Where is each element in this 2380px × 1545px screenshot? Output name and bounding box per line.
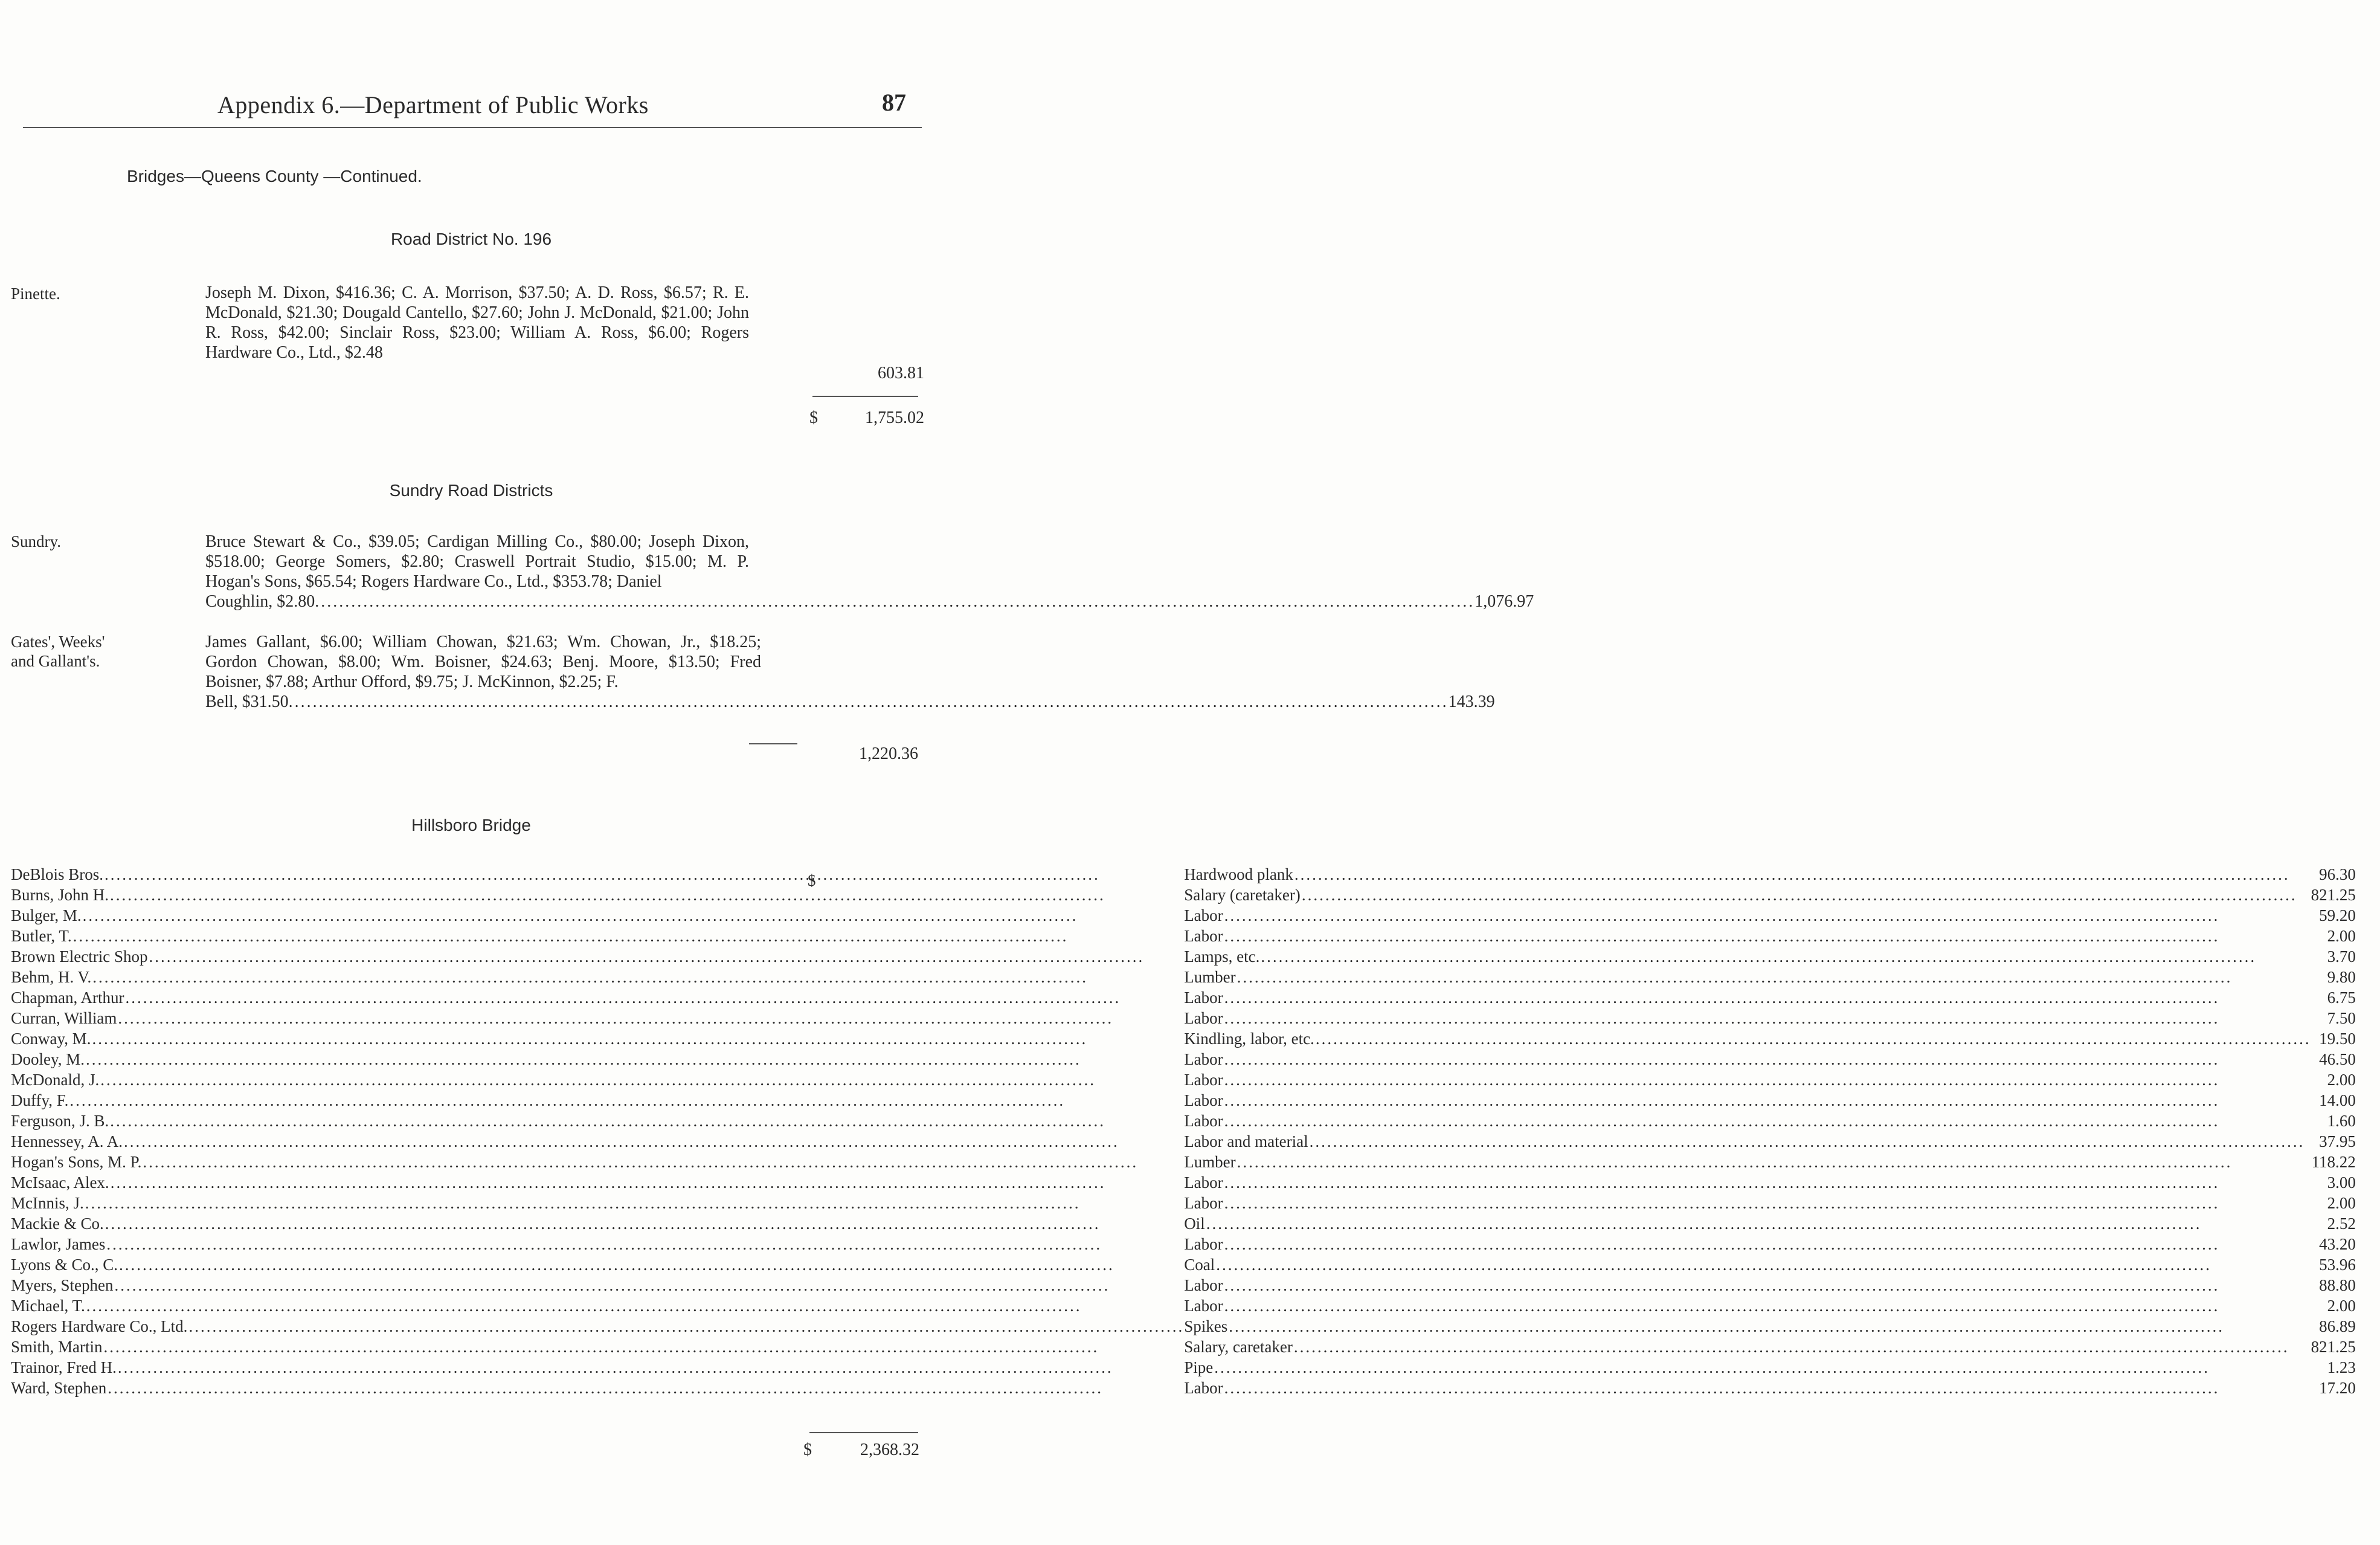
- total-dollar-sign: $: [803, 1440, 812, 1459]
- table-row: [11, 1090, 2380, 1111]
- table-row: [11, 1213, 2380, 1234]
- payee-name: Conway, M.: [11, 1030, 91, 1048]
- table-row: [11, 1337, 2380, 1357]
- item-amount: 2.00: [2327, 927, 2356, 945]
- item-amount: 7.50: [2327, 1009, 2356, 1027]
- payee-name: Burns, John H.: [11, 886, 109, 904]
- item-description: Lamps, etc.: [1184, 947, 1260, 966]
- item-description: Labor: [1184, 927, 1223, 945]
- item-amount: 19.50: [2319, 1030, 2356, 1048]
- table-row: [11, 987, 2380, 1008]
- item-amount: 43.20: [2319, 1235, 2356, 1253]
- table-row: [11, 1316, 2380, 1337]
- payee-name: Rogers Hardware Co., Ltd.: [11, 1317, 188, 1335]
- item-amount: 6.75: [2327, 989, 2356, 1007]
- item-description: Labor: [1184, 1173, 1223, 1192]
- table-row: [11, 1295, 2380, 1316]
- item-description: Labor: [1184, 1297, 1223, 1315]
- sum-rule: [749, 743, 797, 744]
- table-row: [11, 926, 2380, 946]
- item-amount: 2.52: [2327, 1214, 2356, 1233]
- payee-name: Trainor, Fred H.: [11, 1358, 117, 1376]
- payee-name: Lawlor, James: [11, 1235, 106, 1253]
- sundry-amount: 1,076.97: [1475, 592, 1534, 611]
- item-description: Spikes: [1184, 1317, 1228, 1335]
- payee-name: Bulger, M.: [11, 906, 82, 924]
- table-row: [11, 1378, 2380, 1398]
- payee-name: Lyons & Co., C.: [11, 1256, 118, 1274]
- item-amount: 37.95: [2319, 1132, 2356, 1150]
- item-amount: 88.80: [2319, 1276, 2356, 1294]
- item-description: Oil: [1184, 1214, 1205, 1233]
- item-description: Labor: [1184, 1112, 1223, 1130]
- margin-note-sundry: Sundry.: [11, 532, 62, 550]
- road-district-196-title: Road District No. 196: [390, 230, 552, 248]
- item-description: Salary (caretaker): [1184, 886, 1301, 904]
- item-description: Labor: [1184, 1009, 1223, 1027]
- payee-name: Smith, Martin: [11, 1338, 103, 1356]
- payee-name: Behm, H. V.: [11, 968, 92, 986]
- road-district-196-amount: 603.81: [878, 364, 924, 382]
- item-description: Lumber: [1184, 968, 1236, 986]
- item-description: Kindling, labor, etc.: [1184, 1030, 1314, 1048]
- margin-note-pinette: Pinette.: [11, 285, 60, 303]
- item-amount: 3.00: [2327, 1173, 2356, 1192]
- item-description: Labor: [1184, 1276, 1223, 1294]
- payee-name: Curran, William: [11, 1009, 117, 1027]
- table-row: [11, 967, 2380, 987]
- sundry-total: 1,220.36: [859, 744, 918, 763]
- payee-name: Ward, Stephen: [11, 1379, 107, 1397]
- table-row: [11, 1131, 2380, 1152]
- table-row: [11, 1172, 2380, 1193]
- payee-name: McDonald, J.: [11, 1071, 100, 1089]
- item-description: Coal: [1184, 1256, 1215, 1274]
- hillsboro-bridge-title: Hillsboro Bridge: [411, 816, 531, 834]
- item-description: Labor: [1184, 1071, 1223, 1089]
- table-row: [11, 1254, 2380, 1275]
- table-row: [11, 1008, 2380, 1028]
- item-amount: 118.22: [2311, 1153, 2356, 1171]
- item-description: Labor: [1184, 1379, 1223, 1397]
- item-description: Labor: [1184, 1091, 1223, 1109]
- item-description: Hardwood plank: [1184, 865, 1293, 883]
- table-row: [11, 1275, 2380, 1295]
- payee-name: McIsaac, Alex.: [11, 1173, 109, 1192]
- item-description: Labor: [1184, 1194, 1223, 1212]
- column-dollar-sign: $: [808, 871, 816, 889]
- table-row: [11, 1357, 2380, 1378]
- item-amount: 2.00: [2327, 1297, 2356, 1315]
- item-amount: 2.00: [2327, 1071, 2356, 1089]
- road-district-196-total: 1,755.02: [865, 408, 924, 427]
- payee-name: Michael, T.: [11, 1297, 85, 1315]
- table-row: [11, 864, 2380, 885]
- hillsboro-bridge-total: 2,368.32: [860, 1440, 919, 1459]
- table-row: [11, 905, 2380, 926]
- margin-note-gates: Gates', Weeks' and Gallant's.: [11, 633, 105, 670]
- item-description: Labor: [1184, 1050, 1223, 1068]
- payee-name: DeBlois Bros.: [11, 865, 104, 883]
- table-row: [11, 1028, 2380, 1049]
- table-row: [11, 1193, 2380, 1213]
- payee-name: Ferguson, J. B.: [11, 1112, 109, 1130]
- sundry-road-districts-title: Sundry Road Districts: [389, 481, 553, 500]
- section-subheading: Bridges—Queens County —Continued.: [127, 167, 422, 185]
- item-amount: 2.00: [2327, 1194, 2356, 1212]
- item-amount: 821.25: [2311, 1338, 2356, 1356]
- table-row: [11, 885, 2380, 905]
- item-amount: 3.70: [2327, 947, 2356, 966]
- item-amount: 59.20: [2319, 906, 2356, 924]
- payee-name: Dooley, M.: [11, 1050, 85, 1068]
- item-amount: 14.00: [2319, 1091, 2356, 1109]
- sum-rule: [812, 396, 918, 397]
- payee-name: Mackie & Co.: [11, 1214, 104, 1233]
- item-amount: 17.20: [2319, 1379, 2356, 1397]
- item-amount: 46.50: [2319, 1050, 2356, 1068]
- table-row: [11, 946, 2380, 967]
- payee-name: Duffy, F.: [11, 1091, 69, 1109]
- page-number: 87: [882, 89, 906, 116]
- payee-name: Hennessey, A. A.: [11, 1132, 123, 1150]
- total-dollar-sign: $: [809, 408, 818, 427]
- item-amount: 86.89: [2319, 1317, 2356, 1335]
- gates-weeks-gallants-text: James Gallant, $6.00; William Chowan, $21.63; Wm. Chowan, Jr., $18.25; Gordon Chowan, $8.00; Wm. Boisner, $24.63; Benj. Moore, $13.50; Fred Boisner, $7.88; Arthur Offord, $9.75; J. McKinnon, $2.25; F. Bell, $31.50 ..... 143.39: [205, 632, 761, 712]
- item-description: Salary, caretaker: [1184, 1338, 1293, 1356]
- table-row: [11, 1152, 2380, 1172]
- item-amount: 53.96: [2319, 1256, 2356, 1274]
- table-row: [11, 1049, 2380, 1069]
- payee-name: Hogan's Sons, M. P.: [11, 1153, 142, 1171]
- payee-name: Myers, Stephen: [11, 1276, 114, 1294]
- payee-name: McInnis, J.: [11, 1194, 84, 1212]
- payee-name: Chapman, Arthur: [11, 989, 124, 1007]
- item-description: Lumber: [1184, 1153, 1236, 1171]
- payee-name: Brown Electric Shop: [11, 947, 148, 966]
- item-description: Labor: [1184, 1235, 1223, 1253]
- hillsboro-bridge-table: [11, 864, 2380, 1398]
- payee-name: Butler, T.: [11, 927, 72, 945]
- item-description: Labor: [1184, 906, 1223, 924]
- item-description: Pipe: [1184, 1358, 1214, 1376]
- table-row: [11, 1111, 2380, 1131]
- item-amount: 96.30: [2319, 865, 2356, 883]
- item-description: Labor and material: [1184, 1132, 1308, 1150]
- item-amount: 9.80: [2327, 968, 2356, 986]
- gates-amount: 143.39: [1448, 692, 1495, 711]
- item-amount: 821.25: [2311, 886, 2356, 904]
- running-header: Appendix 6.—Department of Public Works: [217, 91, 649, 118]
- item-amount: 1.60: [2327, 1112, 2356, 1130]
- item-description: Labor: [1184, 989, 1223, 1007]
- header-rule: [23, 127, 922, 128]
- item-amount: 1.23: [2327, 1358, 2356, 1376]
- table-row: [11, 1234, 2380, 1254]
- sundry-text: Bruce Stewart & Co., $39.05; Cardigan Milling Co., $80.00; Joseph Dixon, $518.00; George Somers, $2.80; Craswell Portrait Studio, $15.00; M. P. Hogan's Sons, $65.54; Rogers Hardware Co., Ltd., $353.78; Daniel Coughlin, $2.80 ..... 1,076.97: [205, 532, 749, 611]
- sum-rule: [809, 1432, 918, 1433]
- road-district-196-text: Joseph M. Dixon, $416.36; C. A. Morrison, $37.50; A. D. Ross, $6.57; R. E. McDonald, $21.30; Dougald Cantello, $27.60; John J. McDonald, $21.00; John R. Ross, $42.00; Sinclair Ross, $23.00; William A. Ross, $6.00; Rogers Hardware Co., Ltd., $2.48: [205, 283, 749, 362]
- table-row: [11, 1069, 2380, 1090]
